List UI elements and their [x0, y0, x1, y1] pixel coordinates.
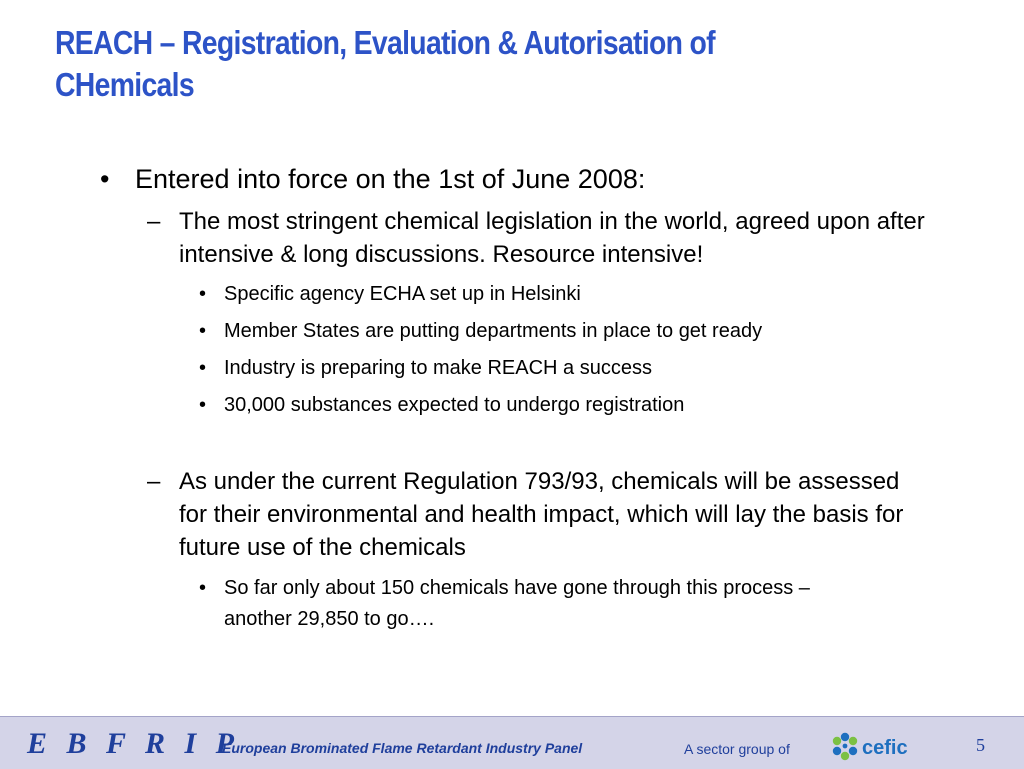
- bullet-marker: •: [199, 357, 207, 379]
- bullet-text: So far only about 150 chemicals have gone through this process – another 29,850 to go….: [224, 577, 810, 630]
- bullet-text: Member States are putting departments in place to get ready: [224, 320, 763, 342]
- cefic-logo-graphic: [830, 732, 922, 762]
- cefic-flower-icon: [833, 733, 857, 760]
- bullet-text: 30,000 substances expected to undergo registration: [224, 394, 685, 416]
- ebfrip-logo: E B F R I P: [27, 727, 240, 760]
- page-number: 5: [976, 735, 985, 755]
- bullet-marker: •: [199, 577, 207, 599]
- sector-group-label: A sector group of: [684, 741, 790, 757]
- bullet-level2: [147, 465, 917, 564]
- bullet-text: The most stringent chemical legislation in the world, agreed upon after intensive & long discussions. Resource intensive!: [179, 208, 925, 268]
- bullet-marker: •: [100, 164, 110, 194]
- cefic-logo: [830, 732, 922, 762]
- cefic-logo-text: cefic: [862, 737, 908, 759]
- bullet-marker: •: [199, 394, 207, 416]
- bullet-text: Industry is preparing to make REACH a success: [224, 357, 652, 379]
- bullet-level3: [199, 353, 959, 384]
- bullet-level1: [100, 162, 980, 196]
- bullet-level3: [199, 390, 959, 421]
- footer-bar: [0, 716, 1024, 769]
- bullet-level3: [199, 316, 959, 347]
- bullet-level2: [147, 205, 947, 271]
- bullet-marker: •: [199, 283, 207, 305]
- dash-marker: –: [147, 468, 161, 495]
- org-name: European Brominated Flame Retardant Industry Panel: [222, 740, 583, 756]
- bullet-marker: •: [199, 320, 207, 342]
- dash-marker: –: [147, 208, 161, 235]
- bullet-text: As under the current Regulation 793/93, chemicals will be assessed for their environmental and health impact, which will lay the basis for future use of the chemicals: [179, 468, 904, 561]
- bullet-level3: [199, 279, 959, 310]
- bullet-text: Entered into force on the 1st of June 2008:: [135, 164, 646, 194]
- slide-title: REACH – Registration, Evaluation & Autorisation of CHemicals: [55, 24, 715, 103]
- bullet-level3: [199, 573, 879, 635]
- bullet-text: Specific agency ECHA set up in Helsinki: [224, 283, 581, 305]
